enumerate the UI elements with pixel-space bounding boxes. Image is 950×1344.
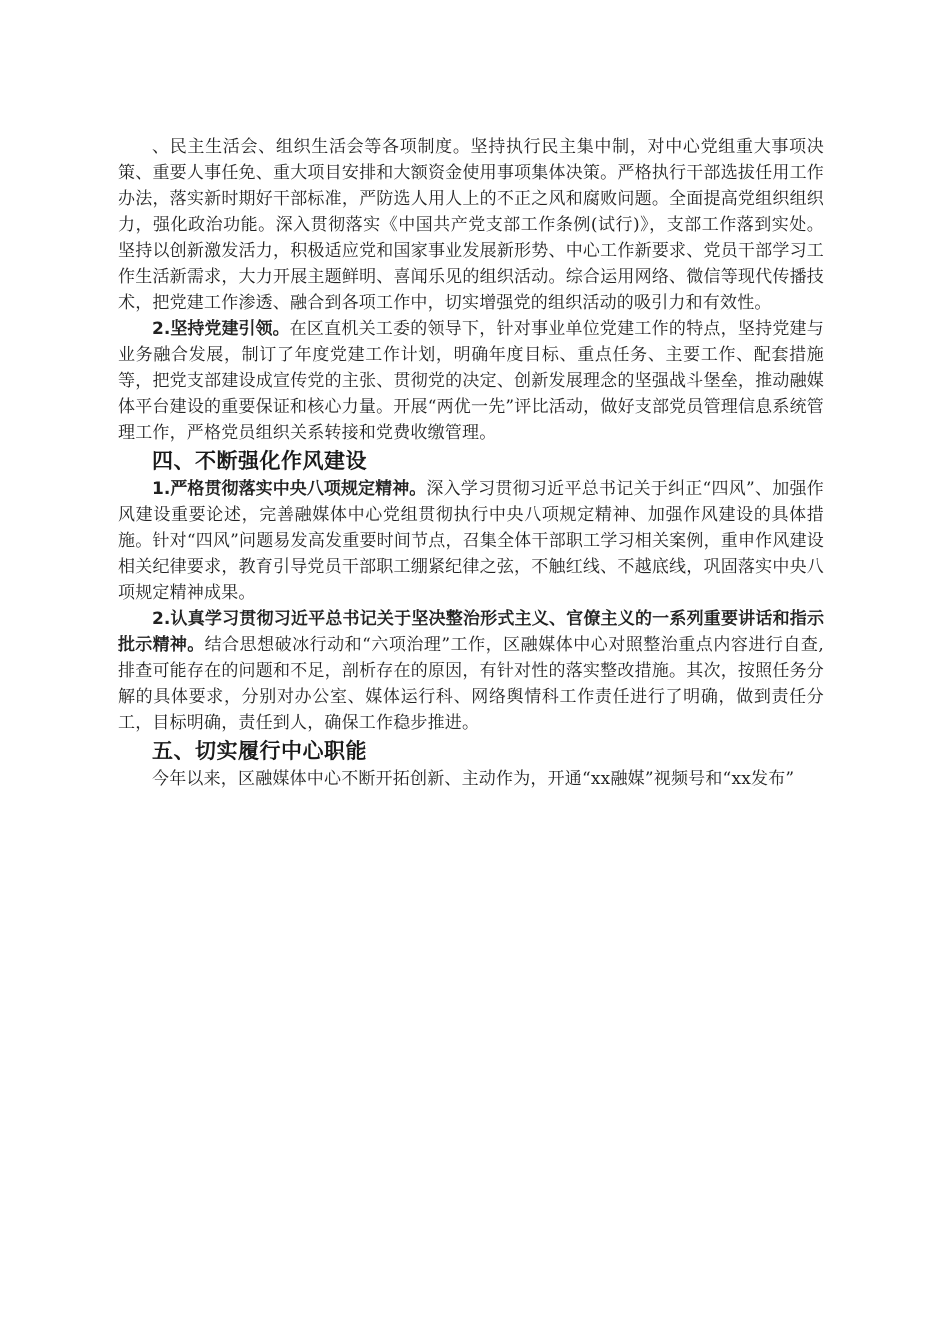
section-heading-work-style: 四、不断强化作风建设 (152, 449, 367, 473)
paragraph-lead: 2.认真学习贯彻习近平总书记关于坚决整治形式主义、官僚主义的一系列重要讲话和指示批示精神。 (118, 609, 824, 655)
paragraph-org-system (118, 134, 824, 316)
paragraph-text: 在区直机关工委的领导下，针对事业单位党建工作的特点，坚持党建与业务融合发展，制订了年度党建工作计划，明确年度目标、重点任务、主要工作、配套措施等，把党支部建设成宣传党的主张、贯彻党的决定、创新发展理念的坚强战斗堡垒，推动融媒体平台建设的重要保证和核心力量。开展“两优一先”评比活动，做好支部党员管理信息系统管理工作，严格党员组织关系转接和党费收缴管理。 (118, 319, 824, 443)
paragraph-text: 结合思想破冰行动和“六项治理”工作，区融媒体中心对照整治重点内容进行自查,排查可能存在的问题和不足，剖析存在的原因，有针对性的落实整改措施。其次，按照任务分解的具体要求，分别对办公室、媒体运行科、网络舆情科工作责任进行了明确，做到责任分工，目标明确，责任到人，确保工作稳步推进。 (118, 635, 824, 733)
paragraph-center-duties (118, 766, 824, 792)
paragraph-text: 今年以来，区融媒体中心不断开拓创新、主动作为，开通“xx融媒”视频号和“xx发布” (152, 769, 795, 789)
document-page (118, 134, 824, 792)
paragraph-text: 、民主生活会、组织生活会等各项制度。坚持执行民主集中制，对中心党组重大事项决策、重要人事任免、重大项目安排和大额资金使用事项集体决策。严格执行干部选拔任用工作办法，落实新时期好干部标准，严防选人用人上的不正之风和腐败问题。全面提高党组织组织力，强化政治功能。深入贯彻落实《中国共产党支部工作条例(试行)》，支部工作落到实处。坚持以创新激发活力，积极适应党和国家事业发展新形势、中心工作新要求、党员干部学习工作生活新需求，大力开展主题鲜明、喜闻乐见的组织活动。综合运用网络、微信等现代传播技术，把党建工作渗透、融合到各项工作中，切实增强党的组织活动的吸引力和有效性。 (118, 137, 824, 313)
paragraph-text: 深入学习贯彻习近平总书记关于纠正“四风”、加强作风建设重要论述，完善融媒体中心党组贯彻执行中央八项规定精神、加强作风建设的具体措施。针对“四风”问题易发高发重要时间节点，召集全体干部职工学习相关案例，重申作风建设相关纪律要求，教育引导党员干部职工绷紧纪律之弦，不触红线、不越底线，巩固落实中央八项规定精神成果。 (118, 479, 824, 603)
paragraph-lead: 2.坚持党建引领。 (152, 319, 290, 339)
paragraph-party-building-lead (118, 316, 824, 446)
paragraph-formalism-rectification (118, 606, 824, 736)
paragraph-lead: 1.严格贯彻落实中央八项规定精神。 (152, 479, 427, 499)
section-heading-center-duties: 五、切实履行中心职能 (152, 739, 367, 763)
paragraph-eight-rules (118, 476, 824, 606)
